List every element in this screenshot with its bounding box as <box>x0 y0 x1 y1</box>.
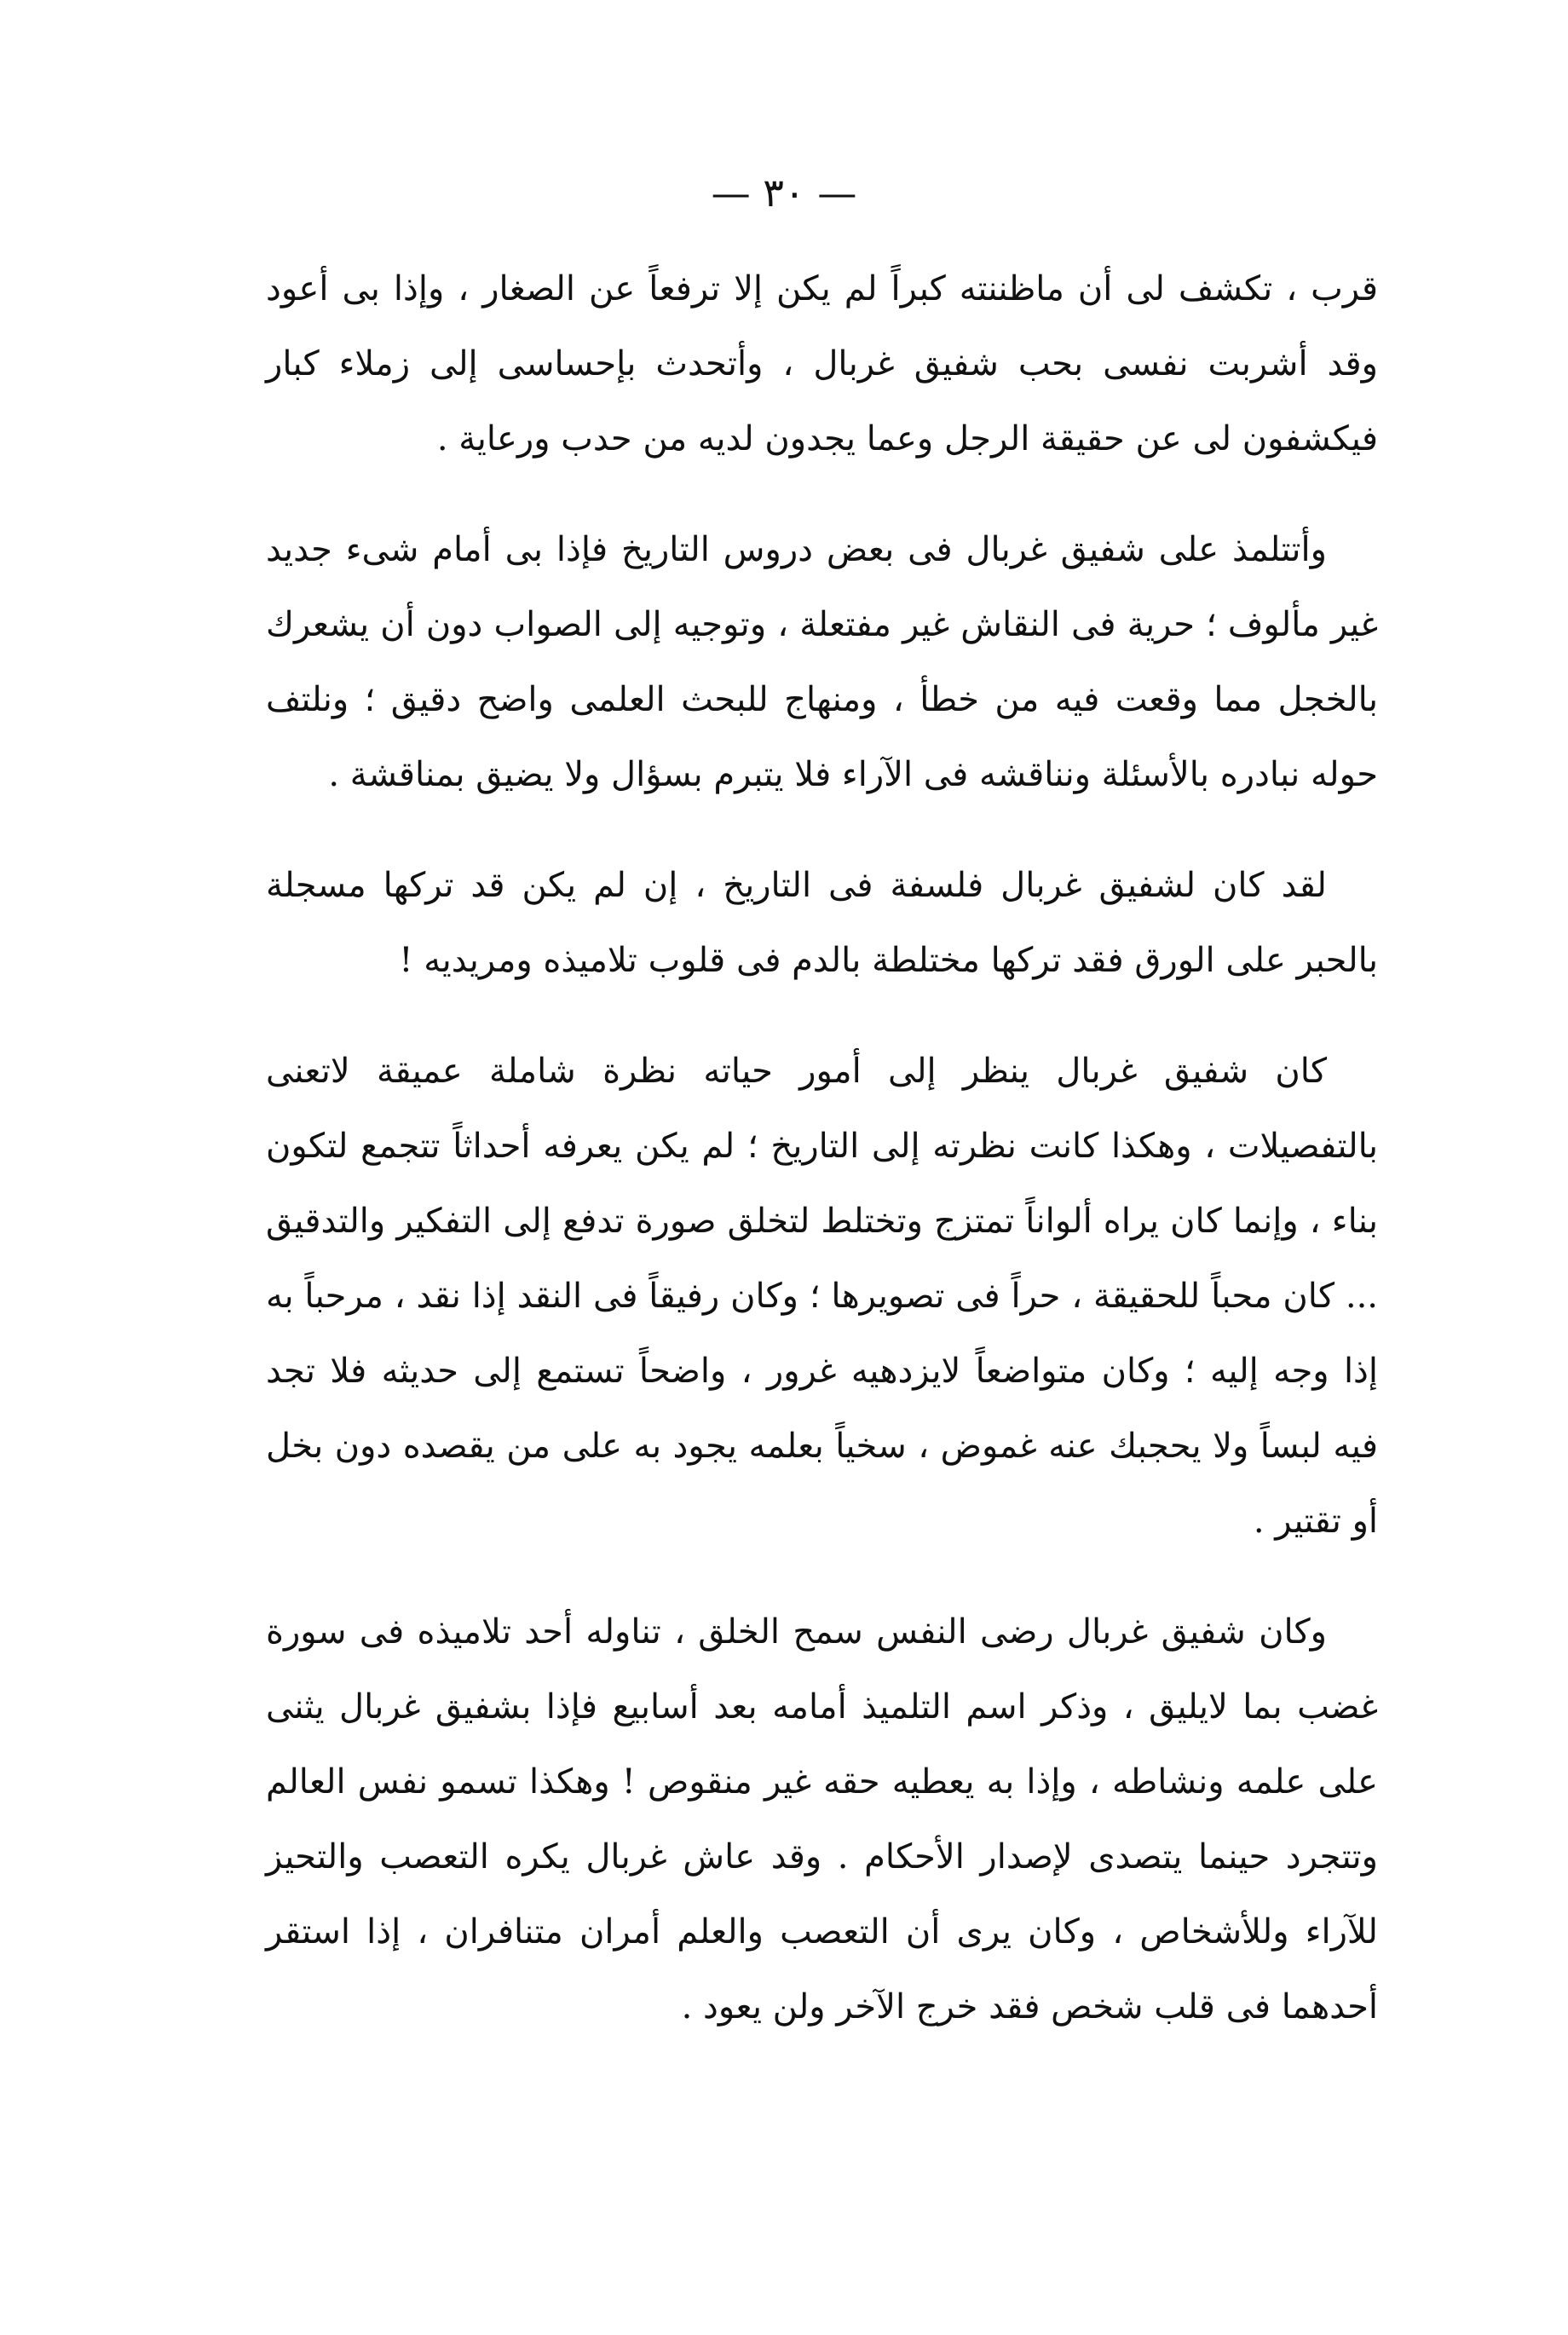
body-text <box>266 251 1378 2044</box>
paragraph-1: قرب ، تكشف لى أن ماظننته كبراً لم يكن إلا ترفعاً عن الصغار ، وإذا بى أعود وقد أشربت نفسى بحب شفيق غربال ، وأتحدث بإحساسى إلى زملاء كبار فيكشفون لى عن حقيقة الرجل وعما يجدون لديه من حدب ورعاية . <box>266 269 1378 458</box>
paragraph-2: وأتتلمذ على شفيق غربال فى بعض دروس التاريخ فإذا بى أمام شىء جديد غير مألوف ؛ حرية فى النقاش غير مفتعلة ، وتوجيه إلى الصواب دون أن يشعرك بالخجل مما وقعت فيه من خطأ ، ومنهاج للبحث العلمى واضح دقيق ؛ ونلتف حوله نبادره بالأسئلة ونناقشه فى الآراء فلا يتبرم بسؤال ولا يضيق بمناقشة . <box>266 530 1378 794</box>
paragraph-3: لقد كان لشفيق غربال فلسفة فى التاريخ ، إن لم يكن قد تركها مسجلة بالحبر على الورق فقد تركها مختلطة بالدم فى قلوب تلاميذه ومريديه ! <box>266 866 1378 980</box>
paragraph-4: كان شفيق غربال ينظر إلى أمور حياته نظرة شاملة عميقة لاتعنى بالتفصيلات ، وهكذا كانت نظرته إلى التاريخ ؛ لم يكن يعرفه أحداثاً تتجمع لتكون بناء ، وإنما كان يراه ألواناً تمتزج وتختلط لتخلق صورة تدفع إلى التفكير والتدقيق ... كان محباً للحقيقة ، حراً فى تصويرها ؛ وكان رفيقاً فى النقد إذا نقد ، مرحباً به إذا وجه إليه ؛ وكان متواضعاً لايزدهيه غرور ، واضحاً تستمع إلى حديثه فلا تجد فيه لبساً ولا يحجبك عنه غموض ، سخياً بعلمه يجود به على من يقصده دون بخل أو تقتير . <box>266 1052 1378 1541</box>
paragraph-5: وكان شفيق غربال رضى النفس سمح الخلق ، تناوله أحد تلاميذه فى سورة غضب بما لايليق ، وذكر اسم التلميذ أمامه بعد أسابيع فإذا بشفيق غربال يثنى على علمه ونشاطه ، وإذا به يعطيه حقه غير منقوص ! وهكذا تسمو نفس العالم وتتجرد حينما يتصدى لإصدار الأحكام . وقد عاش غربال يكره التعصب والتحيز للآراء وللأشخاص ، وكان يرى أن التعصب والعلم أمران متنافران ، إذا استقر أحدهما فى قلب شخص فقد خرج الآخر ولن يعود . <box>266 1612 1378 2027</box>
page-number: — ٣٠ — <box>711 170 857 216</box>
